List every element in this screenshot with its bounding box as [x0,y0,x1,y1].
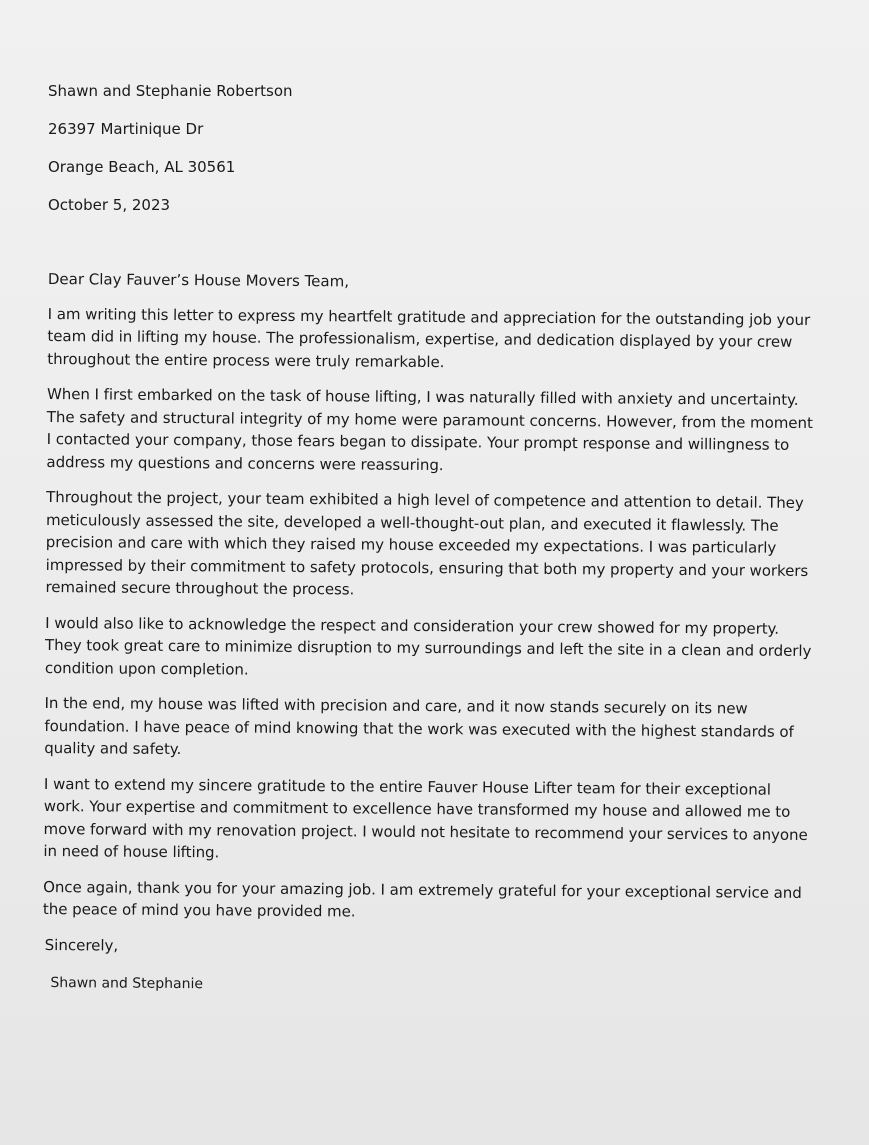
paragraph-project-execution: Throughout the project, your team exhibited a high level of competence and attention to detail. They meticulously assessed the site, developed a well-thought-out plan, and executed it flawlessly. The precision and care with which they raised my house exceeded my expectations. I was particularly impressed by their commitment to safety protocols, ensuring that both my property and your workers remained secure throughout the process. [45,487,809,599]
signature: Shawn and Stephanie [50,975,204,993]
letter-body [42,268,818,1001]
sender-name: Shawn and Stephanie Robertson [48,82,293,100]
sender-address-block [48,82,293,234]
paragraph-initial-concerns: When I first embarked on the task of house lifting, I was naturally filled with anxiety and uncertainty. The safety and structural integrity of my home were paramount concerns. However, from the moment I contacted your company, those fears began to dissipate. Your prompt response and willingness to address my questions and concerns were reassuring. [46,384,813,474]
sender-city-state-zip: Orange Beach, AL 30561 [48,158,236,176]
sender-street: 26397 Martinique Dr [48,120,204,138]
paragraph-thanks: Once again, thank you for your amazing job. I am extremely grateful for your exceptional service and the peace of mind you have provided me. [42,877,802,921]
paragraph-outcome: In the end, my house was lifted with precision and care, and it now stands securely on its new foundation. I have peace of mind knowing that the work was executed with the highest standards of quality and safety. [44,693,794,759]
paragraph-gratitude: I am writing this letter to express my heartfelt gratitude and appreciation for the outstanding job your team did in lifting my house. The professionalism, expertise, and dedication displayed by your crew throughout the entire process were truly remarkable. [47,304,811,371]
paragraph-recommendation: I want to extend my sincere gratitude to the entire Fauver House Lifter team for their exceptional work. Your expertise and commitment to excellence have transformed my house and allowed me to move forward with my renovation project. I would not hesitate to recommend your services to anyone in need of house lifting. [43,774,808,862]
salutation: Dear Clay Fauver’s House Movers Team, [47,269,350,291]
letter-date: October 5, 2023 [48,196,171,214]
closing: Sincerely, [44,935,119,955]
paragraph-respect-property: I would also like to acknowledge the respect and consideration your crew showed for my property. They took great care to minimize disruption to my surroundings and left the site in a clean and orderly condition upon completion. [44,613,812,679]
